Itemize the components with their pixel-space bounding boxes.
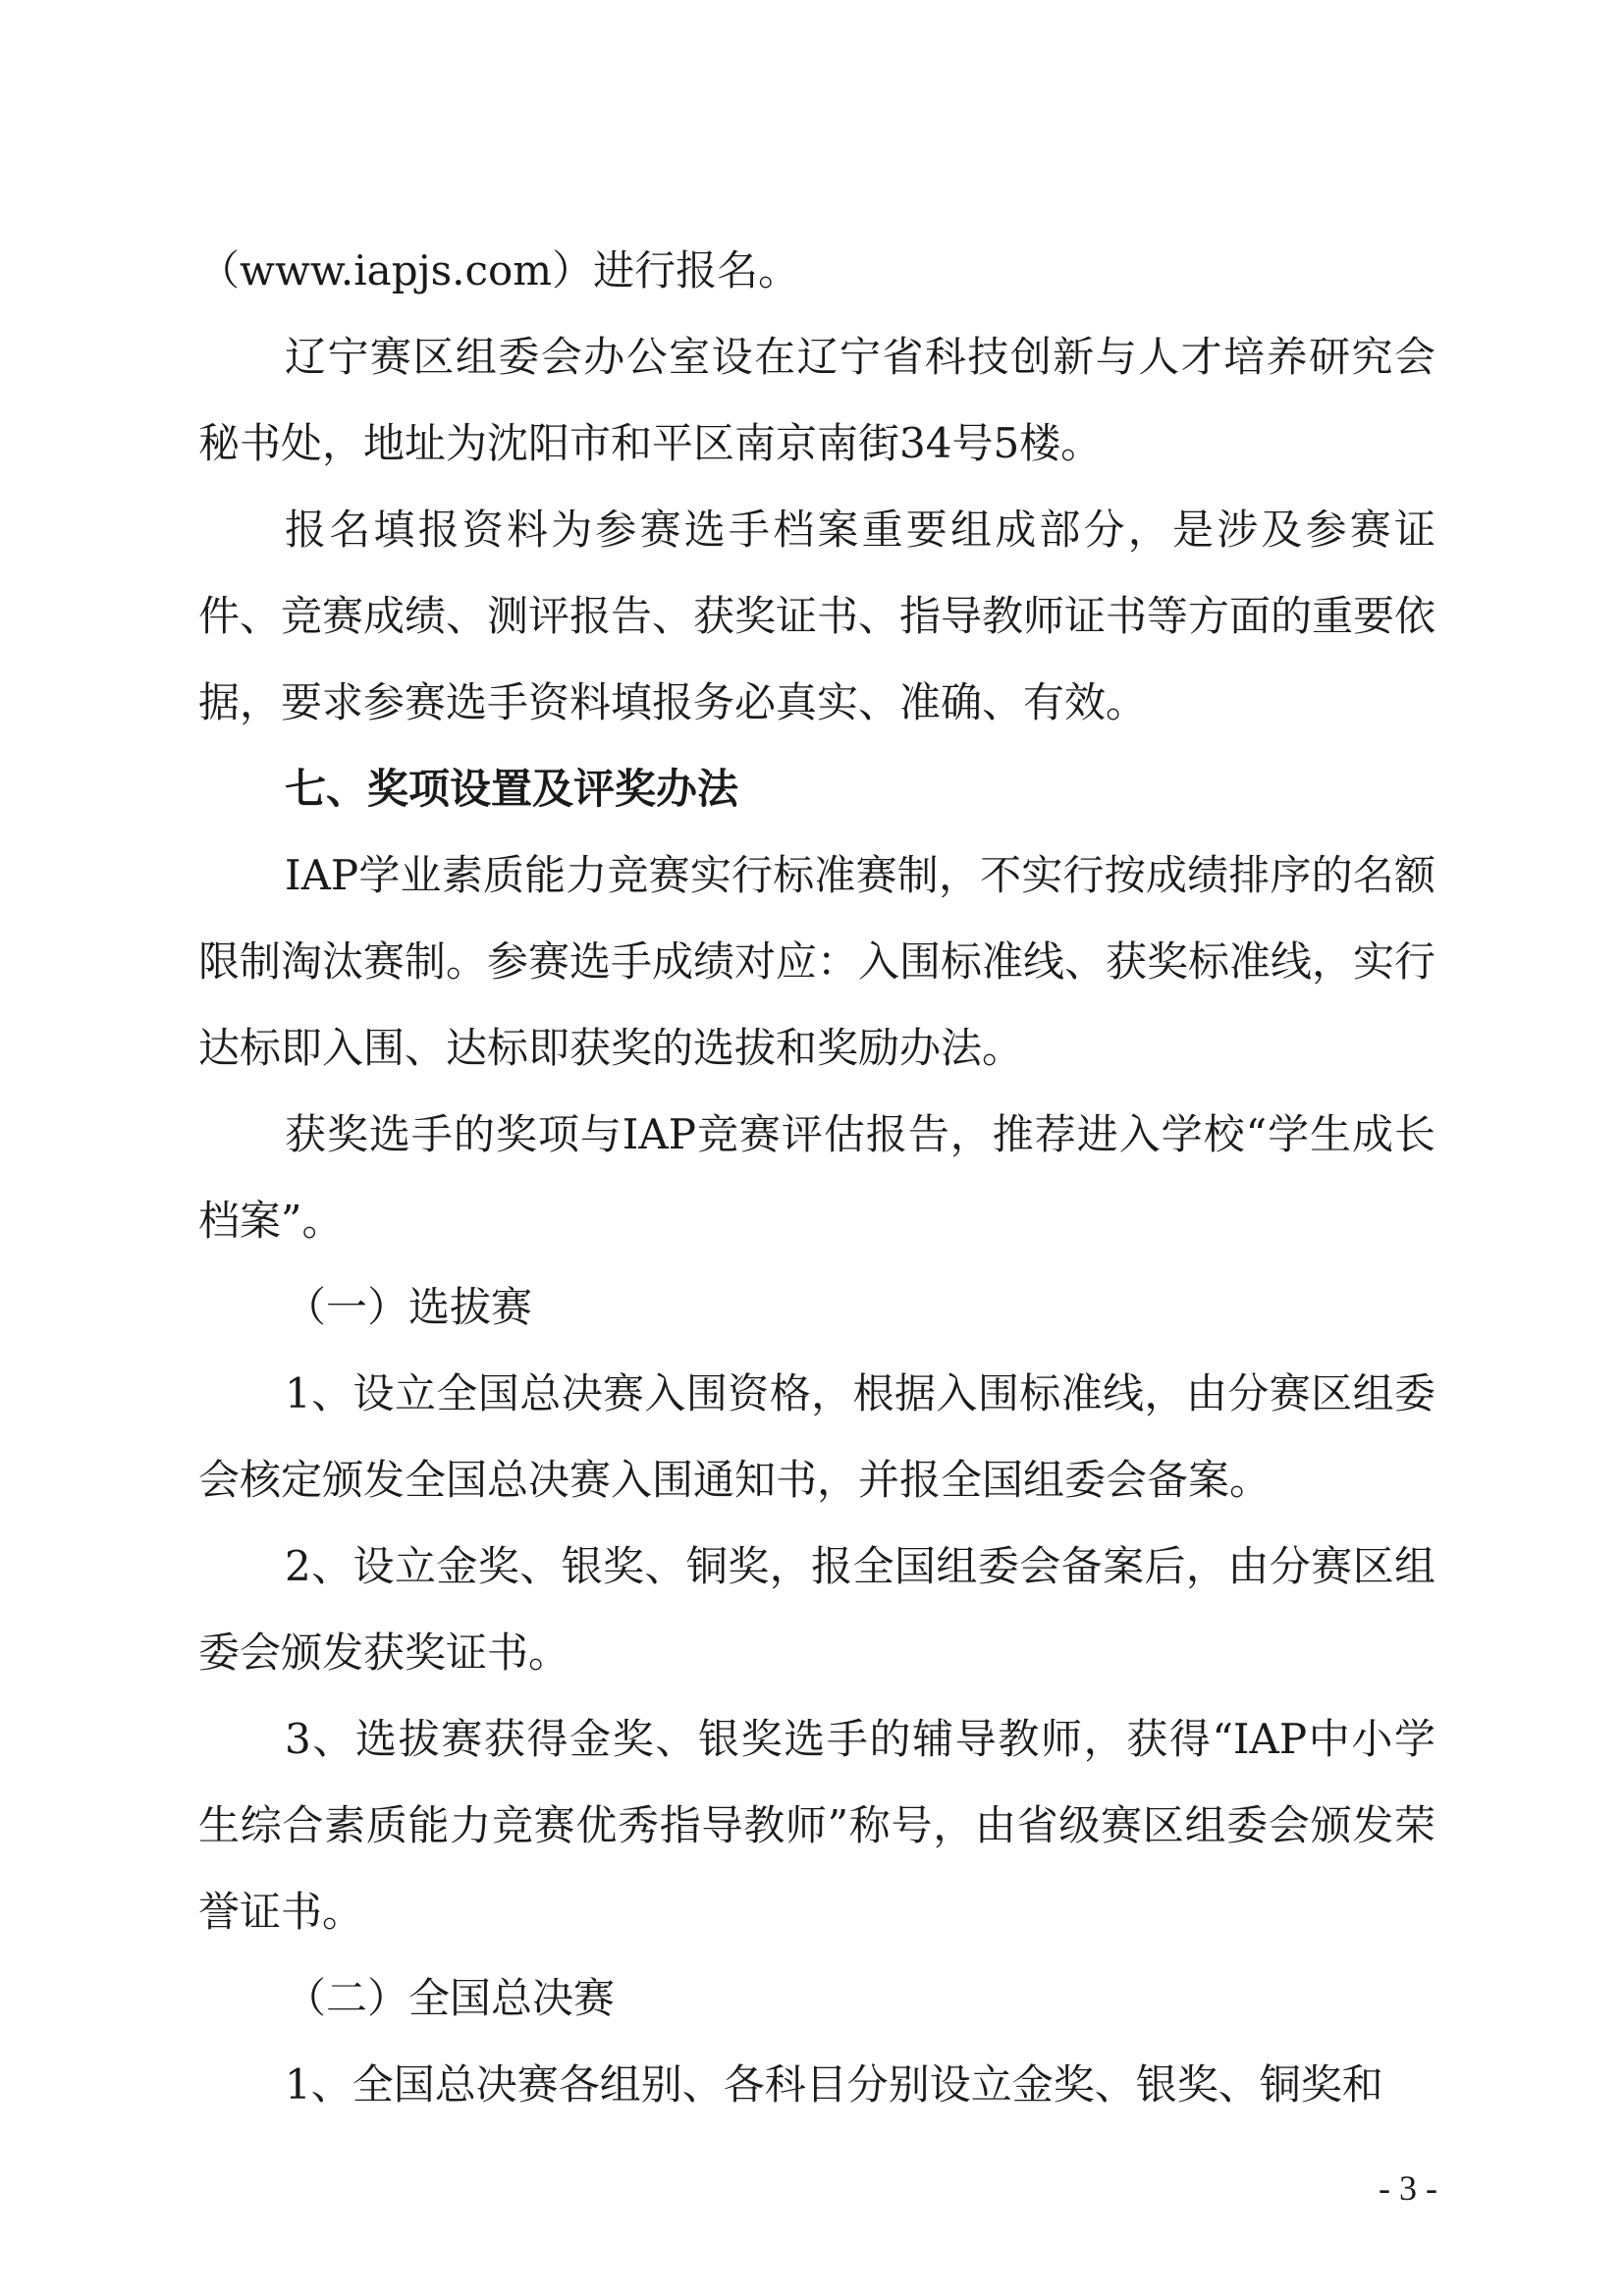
page-number: - 3 - xyxy=(1379,2168,1437,2208)
paragraph-final-item-1: 1、全国总决赛各组别、各科目分别设立金奖、银奖、铜奖和 xyxy=(285,2060,1383,2109)
paragraph-selection-item-1: 1、设立全国总决赛入围资格，根据入围标准线，由分赛区组委会核定颁发全国总决赛入围通知书，并报全国组委会备案。 xyxy=(198,1369,1435,1504)
paragraph-competition-format: IAP学业素质能力竞赛实行标准赛制，不实行按成绩排序的名额限制淘汰赛制。参赛选手成绩对应：入围标准线、获奖标准线，实行达标即入围、达标即获奖的选拔和奖励办法。 xyxy=(198,851,1436,1072)
section-heading-awards: 七、奖项设置及评奖办法 xyxy=(285,765,739,813)
paragraph-office-address: 辽宁赛区组委会办公室设在辽宁省科技创新与人才培养研究会秘书处，地址为沈阳市和平区南京南街34号5楼。 xyxy=(198,333,1435,467)
subheading-selection-round: （一）选拔赛 xyxy=(285,1283,533,1331)
paragraph-award-archive: 获奖选手的奖项与IAP竞赛评估报告，推荐进入学校“学生成长档案”。 xyxy=(198,1110,1435,1245)
subheading-national-final: （二）全国总决赛 xyxy=(285,1974,616,2022)
paragraph-selection-item-3: 3、选拔赛获得金奖、银奖选手的辅导教师，获得“IAP中小学生综合素质能力竞赛优秀指导教师”称号，由省级赛区组委会颁发荣誉证书。 xyxy=(198,1715,1435,1936)
paragraph-registration-url: （www.iapjs.com）进行报名。 xyxy=(198,246,800,294)
paragraph-registration-materials: 报名填报资料为参赛选手档案重要组成部分，是涉及参赛证件、竞赛成绩、测评报告、获奖证书、指导教师证书等方面的重要依据，要求参赛选手资料填报务必真实、准确、有效。 xyxy=(198,506,1436,726)
paragraph-selection-item-2: 2、设立金奖、银奖、铜奖，报全国组委会备案后，由分赛区组委会颁发获奖证书。 xyxy=(198,1542,1435,1677)
body-text xyxy=(198,228,1435,2128)
